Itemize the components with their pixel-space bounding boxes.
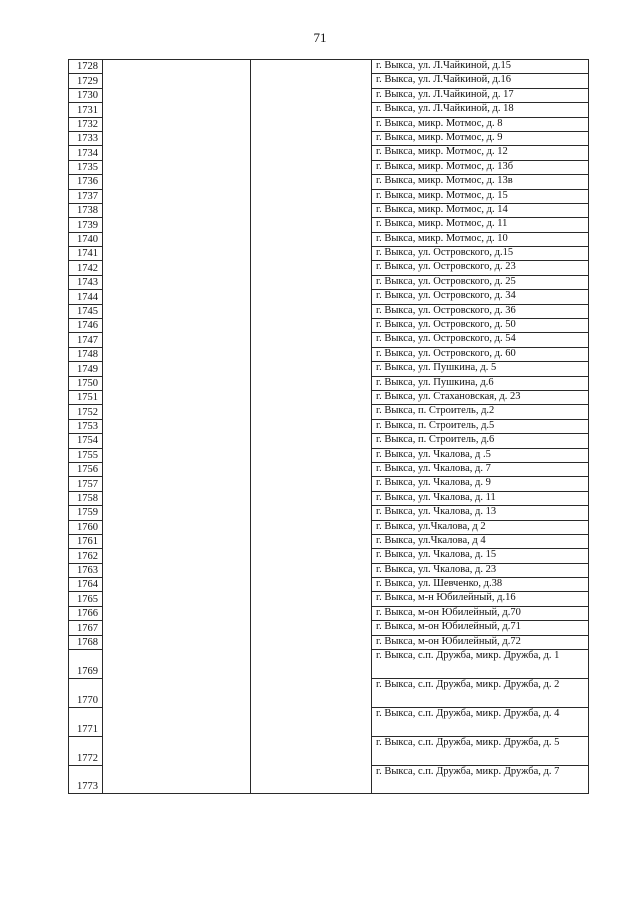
empty-cell — [251, 103, 372, 117]
table-row — [69, 390, 589, 404]
row-number-cell: 1773 — [69, 765, 103, 794]
address-cell: г. Выкса, ул. Островского, д. 60 — [372, 347, 589, 361]
row-number-cell: 1755 — [69, 448, 103, 462]
empty-cell — [251, 232, 372, 246]
empty-cell — [103, 549, 251, 563]
row-number-cell: 1735 — [69, 160, 103, 174]
empty-cell — [103, 189, 251, 203]
empty-cell — [103, 146, 251, 160]
table-row — [69, 261, 589, 275]
table-row — [69, 462, 589, 476]
empty-cell — [251, 218, 372, 232]
empty-cell — [103, 621, 251, 635]
empty-cell — [251, 650, 372, 679]
address-cell: г. Выкса, микр. Мотмос, д. 13б — [372, 160, 589, 174]
address-cell: г. Выкса, микр. Мотмос, д. 12 — [372, 146, 589, 160]
empty-cell — [251, 117, 372, 131]
row-number-cell: 1772 — [69, 736, 103, 765]
empty-cell — [103, 275, 251, 289]
row-number-cell: 1753 — [69, 419, 103, 433]
empty-cell — [251, 477, 372, 491]
empty-cell — [251, 549, 372, 563]
empty-cell — [251, 563, 372, 577]
empty-cell — [251, 592, 372, 606]
address-cell: г. Выкса, микр. Мотмос, д. 13в — [372, 175, 589, 189]
empty-cell — [251, 203, 372, 217]
row-number-cell: 1728 — [69, 60, 103, 74]
empty-cell — [251, 175, 372, 189]
empty-cell — [103, 333, 251, 347]
row-number-cell: 1729 — [69, 74, 103, 88]
empty-cell — [103, 448, 251, 462]
table-row — [69, 578, 589, 592]
row-number-cell: 1730 — [69, 88, 103, 102]
empty-cell — [103, 319, 251, 333]
address-cell: г. Выкса, ул. Чкалова, д. 11 — [372, 491, 589, 505]
table-row — [69, 405, 589, 419]
table-row — [69, 376, 589, 390]
empty-cell — [251, 333, 372, 347]
row-number-cell: 1734 — [69, 146, 103, 160]
table-row — [69, 74, 589, 88]
empty-cell — [251, 319, 372, 333]
address-cell: г. Выкса, ул. Островского, д.15 — [372, 247, 589, 261]
row-number-cell: 1762 — [69, 549, 103, 563]
empty-cell — [103, 74, 251, 88]
empty-cell — [251, 275, 372, 289]
empty-cell — [103, 290, 251, 304]
address-cell: г. Выкса, п. Строитель, д.6 — [372, 434, 589, 448]
table-row — [69, 434, 589, 448]
empty-cell — [103, 160, 251, 174]
row-number-cell: 1739 — [69, 218, 103, 232]
table-row — [69, 319, 589, 333]
empty-cell — [251, 434, 372, 448]
address-cell: г. Выкса, микр. Мотмос, д. 15 — [372, 189, 589, 203]
row-number-cell: 1759 — [69, 506, 103, 520]
address-cell: г. Выкса, ул. Шевченко, д.38 — [372, 578, 589, 592]
row-number-cell: 1746 — [69, 319, 103, 333]
address-cell: г. Выкса, ул. Л.Чайкиной, д. 18 — [372, 103, 589, 117]
row-number-cell: 1738 — [69, 203, 103, 217]
table-row — [69, 563, 589, 577]
table-row — [69, 419, 589, 433]
table-row — [69, 275, 589, 289]
page-number: 71 — [313, 30, 327, 45]
empty-cell — [103, 175, 251, 189]
table-row — [69, 650, 589, 679]
row-number-cell: 1740 — [69, 232, 103, 246]
address-cell: г. Выкса, ул. Чкалова, д .5 — [372, 448, 589, 462]
address-cell: г. Выкса, ул.Чкалова, д 2 — [372, 520, 589, 534]
empty-cell — [103, 434, 251, 448]
row-number-cell: 1744 — [69, 290, 103, 304]
table-row — [69, 88, 589, 102]
row-number-cell: 1741 — [69, 247, 103, 261]
empty-cell — [251, 578, 372, 592]
empty-cell — [103, 376, 251, 390]
empty-cell — [103, 578, 251, 592]
empty-cell — [251, 146, 372, 160]
address-cell: г. Выкса, ул. Стахановская, д. 23 — [372, 390, 589, 404]
row-number-cell: 1754 — [69, 434, 103, 448]
row-number-cell: 1770 — [69, 678, 103, 707]
table-row — [69, 765, 589, 794]
table-row — [69, 707, 589, 736]
address-cell: г. Выкса, ул. Пушкина, д.6 — [372, 376, 589, 390]
empty-cell — [103, 117, 251, 131]
table-row — [69, 477, 589, 491]
table-row — [69, 592, 589, 606]
address-cell: г. Выкса, ул. Островского, д. 25 — [372, 275, 589, 289]
empty-cell — [103, 390, 251, 404]
table-row — [69, 131, 589, 145]
address-cell: г. Выкса, с.п. Дружба, микр. Дружба, д. 5 — [372, 736, 589, 765]
empty-cell — [103, 347, 251, 361]
empty-cell — [251, 304, 372, 318]
empty-cell — [251, 362, 372, 376]
address-cell: г. Выкса, ул.Чкалова, д 4 — [372, 534, 589, 548]
empty-cell — [251, 60, 372, 74]
address-cell: г. Выкса, ул. Л.Чайкиной, д.16 — [372, 74, 589, 88]
table-row — [69, 189, 589, 203]
table-row — [69, 362, 589, 376]
empty-cell — [251, 736, 372, 765]
table-row — [69, 678, 589, 707]
address-cell: г. Выкса, ул. Л.Чайкиной, д. 17 — [372, 88, 589, 102]
empty-cell — [251, 678, 372, 707]
address-cell: г. Выкса, с.п. Дружба, микр. Дружба, д. 4 — [372, 707, 589, 736]
empty-cell — [103, 592, 251, 606]
empty-cell — [251, 376, 372, 390]
table-row — [69, 117, 589, 131]
row-number-cell: 1747 — [69, 333, 103, 347]
table-row — [69, 635, 589, 649]
table-row — [69, 247, 589, 261]
table-row — [69, 333, 589, 347]
row-number-cell: 1761 — [69, 534, 103, 548]
table-row — [69, 736, 589, 765]
table-row — [69, 606, 589, 620]
address-cell: г. Выкса, ул. Чкалова, д. 9 — [372, 477, 589, 491]
empty-cell — [103, 203, 251, 217]
empty-cell — [251, 520, 372, 534]
empty-cell — [103, 131, 251, 145]
address-cell: г. Выкса, ул. Островского, д. 36 — [372, 304, 589, 318]
empty-cell — [251, 290, 372, 304]
empty-cell — [251, 405, 372, 419]
table-row — [69, 103, 589, 117]
address-cell: г. Выкса, ул. Чкалова, д. 13 — [372, 506, 589, 520]
empty-cell — [103, 88, 251, 102]
address-cell: г. Выкса, микр. Мотмос, д. 9 — [372, 131, 589, 145]
address-table-body — [69, 60, 589, 794]
table-row — [69, 203, 589, 217]
empty-cell — [103, 563, 251, 577]
empty-cell — [103, 462, 251, 476]
row-number-cell: 1736 — [69, 175, 103, 189]
empty-cell — [103, 707, 251, 736]
table-row — [69, 347, 589, 361]
table-row — [69, 232, 589, 246]
row-number-cell: 1757 — [69, 477, 103, 491]
row-number-cell: 1751 — [69, 390, 103, 404]
table-row — [69, 448, 589, 462]
row-number-cell: 1742 — [69, 261, 103, 275]
empty-cell — [251, 390, 372, 404]
empty-cell — [251, 74, 372, 88]
address-cell: г. Выкса, п. Строитель, д.5 — [372, 419, 589, 433]
empty-cell — [103, 362, 251, 376]
empty-cell — [103, 650, 251, 679]
empty-cell — [103, 419, 251, 433]
address-cell: г. Выкса, микр. Мотмос, д. 10 — [372, 232, 589, 246]
address-cell: г. Выкса, п. Строитель, д.2 — [372, 405, 589, 419]
table-row — [69, 160, 589, 174]
empty-cell — [251, 261, 372, 275]
row-number-cell: 1758 — [69, 491, 103, 505]
table-row — [69, 506, 589, 520]
table-row — [69, 621, 589, 635]
row-number-cell: 1748 — [69, 347, 103, 361]
row-number-cell: 1752 — [69, 405, 103, 419]
empty-cell — [103, 232, 251, 246]
empty-cell — [103, 736, 251, 765]
empty-cell — [103, 60, 251, 74]
empty-cell — [251, 160, 372, 174]
row-number-cell: 1769 — [69, 650, 103, 679]
address-cell: г. Выкса, м-он Юбилейный, д.71 — [372, 621, 589, 635]
empty-cell — [103, 405, 251, 419]
table-row — [69, 218, 589, 232]
row-number-cell: 1731 — [69, 103, 103, 117]
empty-cell — [103, 491, 251, 505]
table-row — [69, 146, 589, 160]
row-number-cell: 1743 — [69, 275, 103, 289]
address-table — [68, 59, 589, 794]
empty-cell — [103, 506, 251, 520]
empty-cell — [251, 247, 372, 261]
row-number-cell: 1764 — [69, 578, 103, 592]
empty-cell — [103, 218, 251, 232]
empty-cell — [251, 491, 372, 505]
row-number-cell: 1771 — [69, 707, 103, 736]
row-number-cell: 1760 — [69, 520, 103, 534]
row-number-cell: 1745 — [69, 304, 103, 318]
empty-cell — [103, 765, 251, 794]
row-number-cell: 1733 — [69, 131, 103, 145]
address-cell: г. Выкса, ул. Островского, д. 50 — [372, 319, 589, 333]
empty-cell — [103, 247, 251, 261]
address-cell: г. Выкса, ул. Чкалова, д. 7 — [372, 462, 589, 476]
address-cell: г. Выкса, ул. Чкалова, д. 23 — [372, 563, 589, 577]
row-number-cell: 1765 — [69, 592, 103, 606]
empty-cell — [103, 304, 251, 318]
address-cell: г. Выкса, м-он Юбилейный, д.70 — [372, 606, 589, 620]
address-cell: г. Выкса, микр. Мотмос, д. 8 — [372, 117, 589, 131]
address-cell: г. Выкса, ул. Островского, д. 54 — [372, 333, 589, 347]
empty-cell — [251, 347, 372, 361]
empty-cell — [251, 765, 372, 794]
address-cell: г. Выкса, ул. Островского, д. 23 — [372, 261, 589, 275]
address-cell: г. Выкса, м-н Юбилейный, д.16 — [372, 592, 589, 606]
empty-cell — [251, 448, 372, 462]
address-cell: г. Выкса, с.п. Дружба, микр. Дружба, д. 1 — [372, 650, 589, 679]
row-number-cell: 1756 — [69, 462, 103, 476]
address-cell: г. Выкса, ул. Пушкина, д. 5 — [372, 362, 589, 376]
empty-cell — [251, 635, 372, 649]
empty-cell — [251, 462, 372, 476]
row-number-cell: 1749 — [69, 362, 103, 376]
address-cell: г. Выкса, с.п. Дружба, микр. Дружба, д. 2 — [372, 678, 589, 707]
empty-cell — [251, 189, 372, 203]
empty-cell — [251, 131, 372, 145]
row-number-cell: 1766 — [69, 606, 103, 620]
row-number-cell: 1768 — [69, 635, 103, 649]
table-row — [69, 175, 589, 189]
table-row — [69, 491, 589, 505]
row-number-cell: 1750 — [69, 376, 103, 390]
empty-cell — [103, 103, 251, 117]
empty-cell — [251, 419, 372, 433]
empty-cell — [103, 606, 251, 620]
row-number-cell: 1767 — [69, 621, 103, 635]
address-cell: г. Выкса, с.п. Дружба, микр. Дружба, д. 7 — [372, 765, 589, 794]
address-cell: г. Выкса, м-он Юбилейный, д.72 — [372, 635, 589, 649]
table-row — [69, 520, 589, 534]
empty-cell — [251, 534, 372, 548]
row-number-cell: 1732 — [69, 117, 103, 131]
address-cell: г. Выкса, микр. Мотмос, д. 11 — [372, 218, 589, 232]
address-cell: г. Выкса, ул. Островского, д. 34 — [372, 290, 589, 304]
empty-cell — [103, 477, 251, 491]
table-row — [69, 549, 589, 563]
address-cell: г. Выкса, ул. Чкалова, д. 15 — [372, 549, 589, 563]
empty-cell — [251, 606, 372, 620]
empty-cell — [103, 678, 251, 707]
empty-cell — [103, 534, 251, 548]
empty-cell — [251, 88, 372, 102]
empty-cell — [251, 506, 372, 520]
empty-cell — [103, 520, 251, 534]
empty-cell — [103, 261, 251, 275]
table-row — [69, 60, 589, 74]
row-number-cell: 1763 — [69, 563, 103, 577]
address-cell: г. Выкса, ул. Л.Чайкиной, д.15 — [372, 60, 589, 74]
empty-cell — [251, 621, 372, 635]
table-row — [69, 290, 589, 304]
address-cell: г. Выкса, микр. Мотмос, д. 14 — [372, 203, 589, 217]
table-row — [69, 534, 589, 548]
table-row — [69, 304, 589, 318]
empty-cell — [103, 635, 251, 649]
empty-cell — [251, 707, 372, 736]
row-number-cell: 1737 — [69, 189, 103, 203]
